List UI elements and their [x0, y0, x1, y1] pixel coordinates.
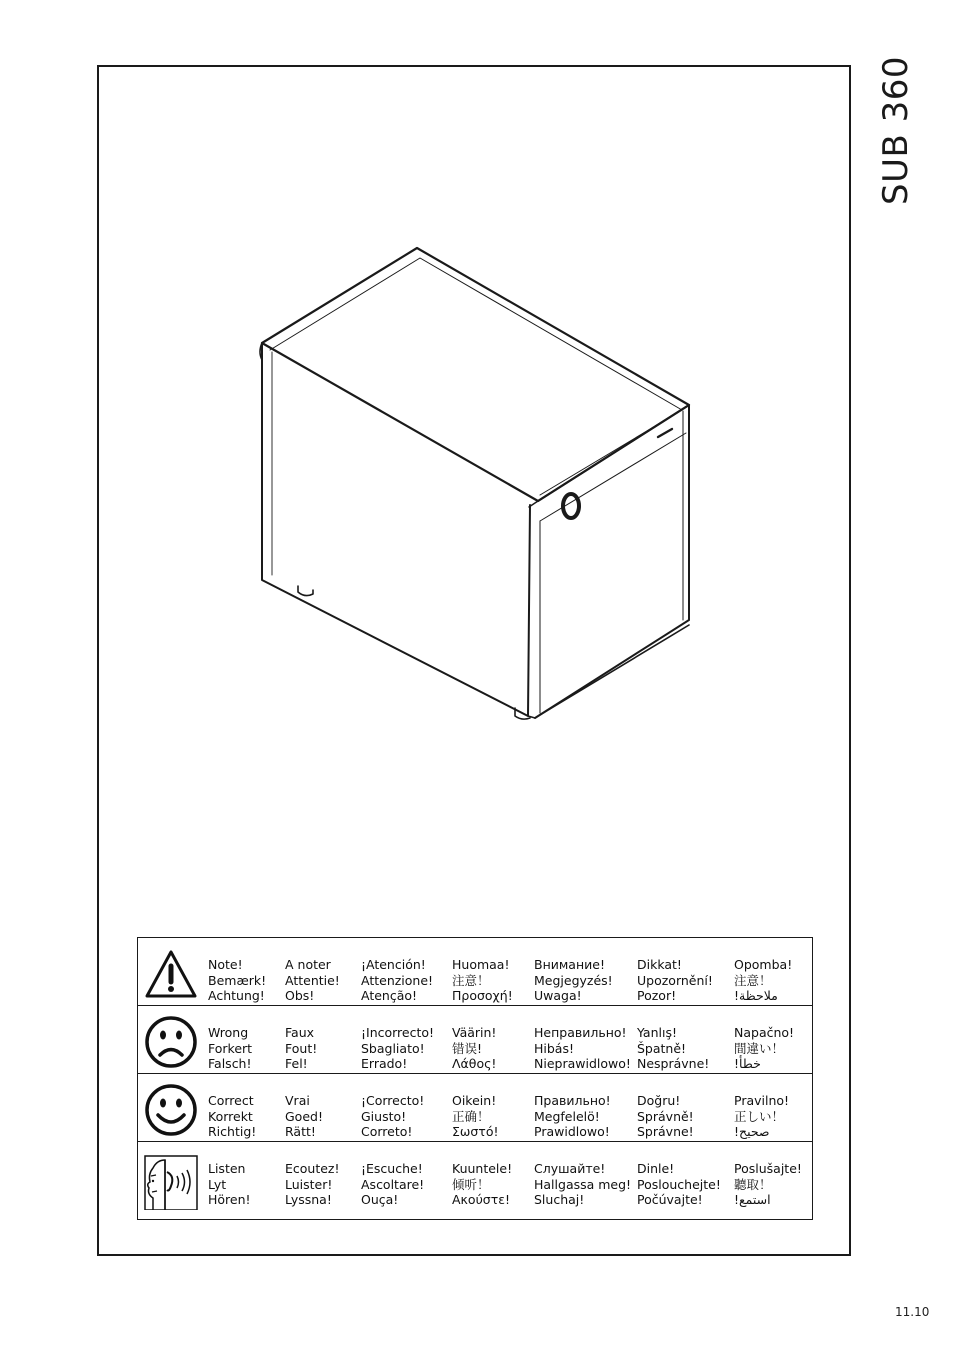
legend-cell: Poslušajte! 聽取！ !استمع	[734, 1161, 802, 1207]
legend-cell: Faux Fout! Fel!	[285, 1025, 318, 1071]
legend-row-correct	[138, 1074, 812, 1142]
legend-cell: Yanlış! Špatně! Nesprávne!	[637, 1025, 710, 1071]
legend-cell: Napačno! 間違い！ !خطأ	[734, 1025, 795, 1071]
legend-cell: ¡Incorrecto! Sbagliato! Errado!	[361, 1025, 435, 1071]
legend-cell: A noter Attentie! Obs!	[285, 957, 340, 1003]
legend-cell: Dikkat! Upozornění! Pozor!	[637, 957, 713, 1003]
legend-cell: Oikein! 正确！ Σωστό!	[452, 1093, 499, 1139]
legend-cell: Ecoutez! Luister! Lyssna!	[285, 1161, 340, 1207]
legend-cell: Huomaa! 注意！ Προσοχή!	[452, 957, 513, 1003]
safety-symbols-legend	[137, 937, 813, 1220]
legend-cell: Opomba! 注意！ !ملاحظة	[734, 957, 793, 1003]
product-title: SUB 360	[876, 56, 916, 205]
date-code: 11.10	[895, 1305, 930, 1319]
legend-cell: ¡Atención! Attenzione! Atenção!	[361, 957, 434, 1003]
legend-row-note	[138, 938, 812, 1006]
listening-ear-icon	[143, 1154, 199, 1210]
legend-cell: Слушайте! Hallgassa meg! Sluchaj!	[534, 1161, 632, 1207]
legend-row-listen	[138, 1142, 812, 1219]
warning-triangle-icon	[143, 946, 199, 1002]
legend-cell: Vrai Goed! Rätt!	[285, 1093, 323, 1139]
legend-cell: Dinle! Poslouchejte! Počúvajte!	[637, 1161, 721, 1207]
legend-cell: Correct Korrekt Richtig!	[208, 1093, 257, 1139]
legend-cell: Внимание! Megjegyzés! Uwaga!	[534, 957, 613, 1003]
sad-face-icon	[143, 1014, 199, 1070]
legend-cell: Kuuntele! 倾听！ Ακούστε!	[452, 1161, 513, 1207]
legend-cell: Правильно! Megfelelö! Prawidlowo!	[534, 1093, 611, 1139]
legend-cell: Неправильно! Hibás! Nieprawidlowo!	[534, 1025, 631, 1071]
subwoofer-illustration	[250, 240, 710, 730]
legend-cell: Wrong Forkert Falsch!	[208, 1025, 253, 1071]
legend-cell: ¡Escuche! Ascoltare! Ouça!	[361, 1161, 425, 1207]
legend-cell: Väärin! 错误! Λάθος!	[452, 1025, 497, 1071]
legend-cell: Listen Lyt Hören!	[208, 1161, 251, 1207]
happy-face-icon	[143, 1082, 199, 1138]
legend-cell: Note! Bemærk! Achtung!	[208, 957, 267, 1003]
legend-cell: Pravilno! 正しい！ !صحيح	[734, 1093, 790, 1139]
legend-cell: Doğru! Správně! Správne!	[637, 1093, 694, 1139]
legend-cell: ¡Correcto! Giusto! Correto!	[361, 1093, 425, 1139]
legend-row-wrong	[138, 1006, 812, 1074]
